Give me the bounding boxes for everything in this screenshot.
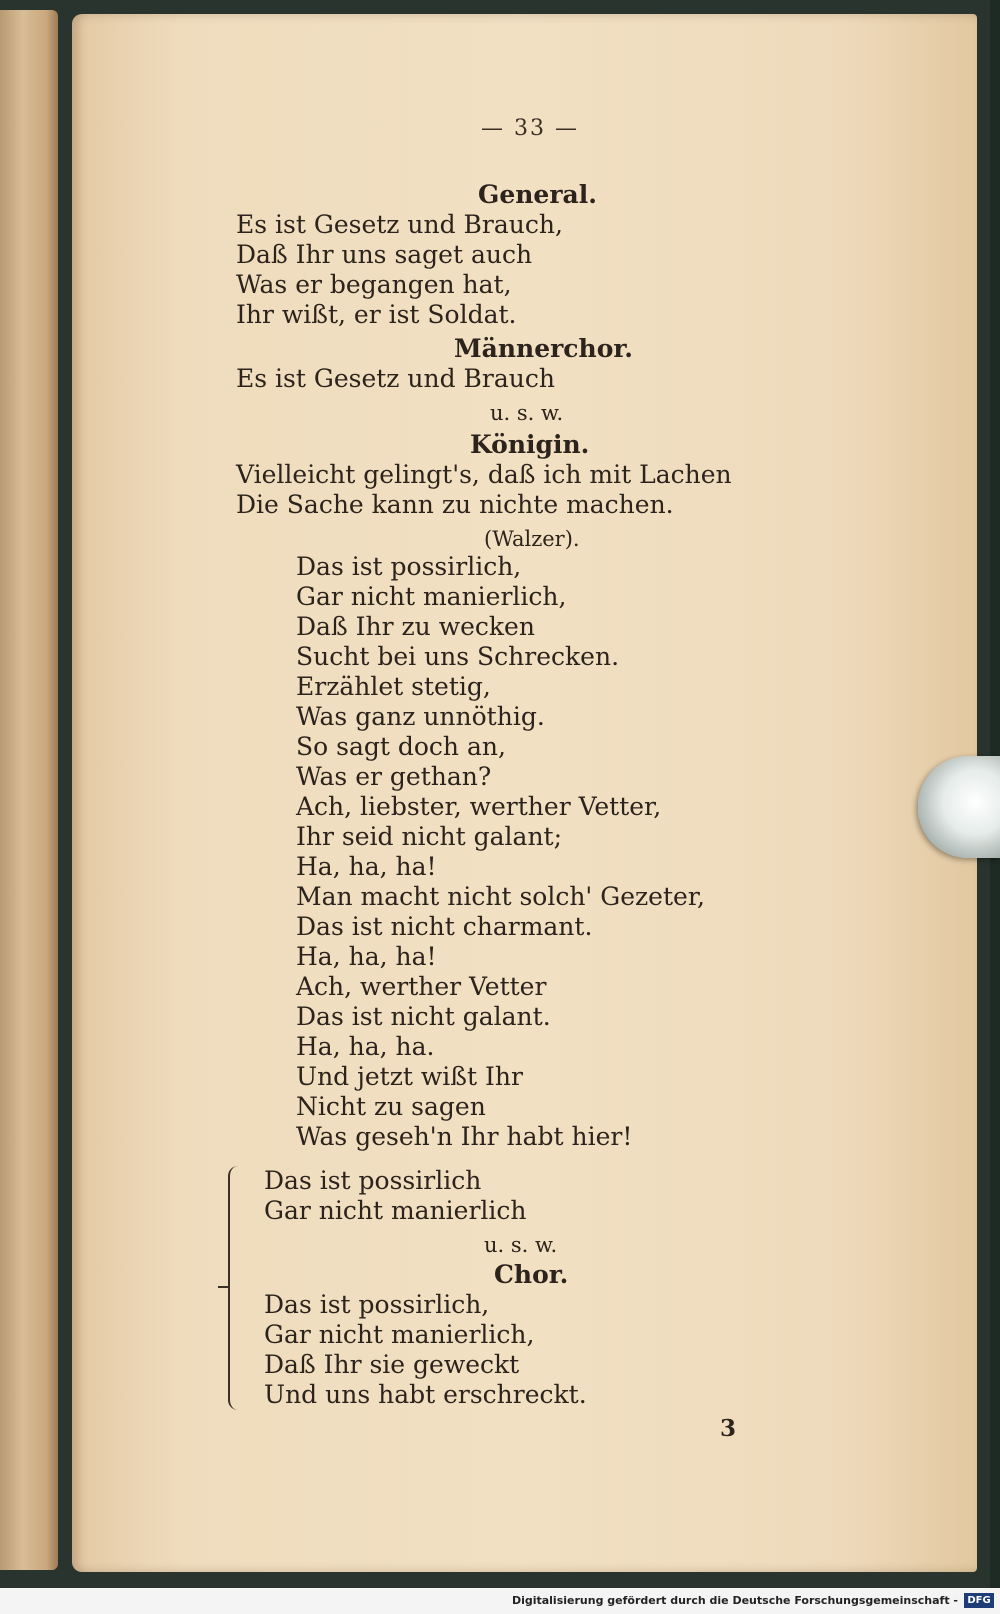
verse-line: Ha, ha, ha!: [296, 852, 437, 881]
verse-line: Ha, ha, ha!: [296, 942, 437, 971]
verse-line: Ihr wißt, er ist Soldat.: [236, 300, 517, 329]
verse-line: Was er gethan?: [296, 762, 492, 791]
verse-line: Gar nicht manierlich,: [296, 582, 567, 611]
page-number: — 33 —: [481, 116, 579, 141]
speaker-heading-maennerchor: Männerchor.: [454, 334, 633, 363]
verse-line: Was geseh'n Ihr habt hier!: [296, 1122, 633, 1151]
speaker-heading-chor: Chor.: [494, 1260, 569, 1289]
verse-line: Daß Ihr sie geweckt: [264, 1350, 520, 1379]
speaker-heading-koenigin: Königin.: [470, 430, 590, 459]
verse-line-etc: u. s. w.: [484, 1233, 558, 1257]
verse-line: Daß Ihr zu wecken: [296, 612, 535, 641]
verse-line: Und jetzt wißt Ihr: [296, 1062, 523, 1091]
verse-line: Ach, liebster, werther Vetter,: [296, 792, 662, 821]
verse-line: Sucht bei uns Schrecken.: [296, 642, 620, 671]
verse-line: Ha, ha, ha.: [296, 1032, 435, 1061]
digitization-footer: [0, 1588, 1000, 1614]
verse-line: Ach, werther Vetter: [296, 972, 547, 1001]
speaker-heading-general: General.: [478, 180, 597, 209]
footer-credit: Digitalisierung gefördert durch die Deutsche Forschungsgemeinschaft -: [511, 1594, 958, 1607]
dfg-logo: DFG: [964, 1593, 994, 1608]
verse-line: Was er begangen hat,: [236, 270, 512, 299]
verse-line: Was ganz unnöthig.: [296, 702, 545, 731]
verse-line: Erzählet stetig,: [296, 672, 491, 701]
verse-line-etc: u. s. w.: [490, 401, 564, 425]
verse-line: Man macht nicht solch' Gezeter,: [296, 882, 705, 911]
verse-line: Das ist possirlich,: [296, 552, 522, 581]
left-page-edge: [0, 10, 58, 1570]
verse-line: So sagt doch an,: [296, 732, 506, 761]
verse-line: Es ist Gesetz und Brauch: [236, 364, 555, 393]
signature-mark: 3: [720, 1415, 737, 1442]
verse-line: Es ist Gesetz und Brauch,: [236, 210, 563, 239]
verse-line: Das ist possirlich,: [264, 1290, 490, 1319]
verse-line: Und uns habt erschreckt.: [264, 1380, 587, 1409]
verse-line: Die Sache kann zu nichte machen.: [236, 490, 674, 519]
verse-line: Ihr seid nicht galant;: [296, 822, 563, 851]
verse-line: Nicht zu sagen: [296, 1092, 486, 1121]
verse-line: Das ist possirlich: [264, 1166, 482, 1195]
stage-direction: (Walzer).: [484, 527, 580, 551]
curly-brace: [228, 1166, 246, 1410]
verse-line: Gar nicht manierlich,: [264, 1320, 535, 1349]
verse-line: Daß Ihr uns saget auch: [236, 240, 533, 269]
verse-line: Vielleicht gelingt's, daß ich mit Lachen: [236, 460, 732, 489]
verse-line: Gar nicht manierlich: [264, 1196, 527, 1225]
verse-line: Das ist nicht charmant.: [296, 912, 593, 941]
curly-brace-tip: [218, 1286, 228, 1288]
verse-line: Das ist nicht galant.: [296, 1002, 551, 1031]
